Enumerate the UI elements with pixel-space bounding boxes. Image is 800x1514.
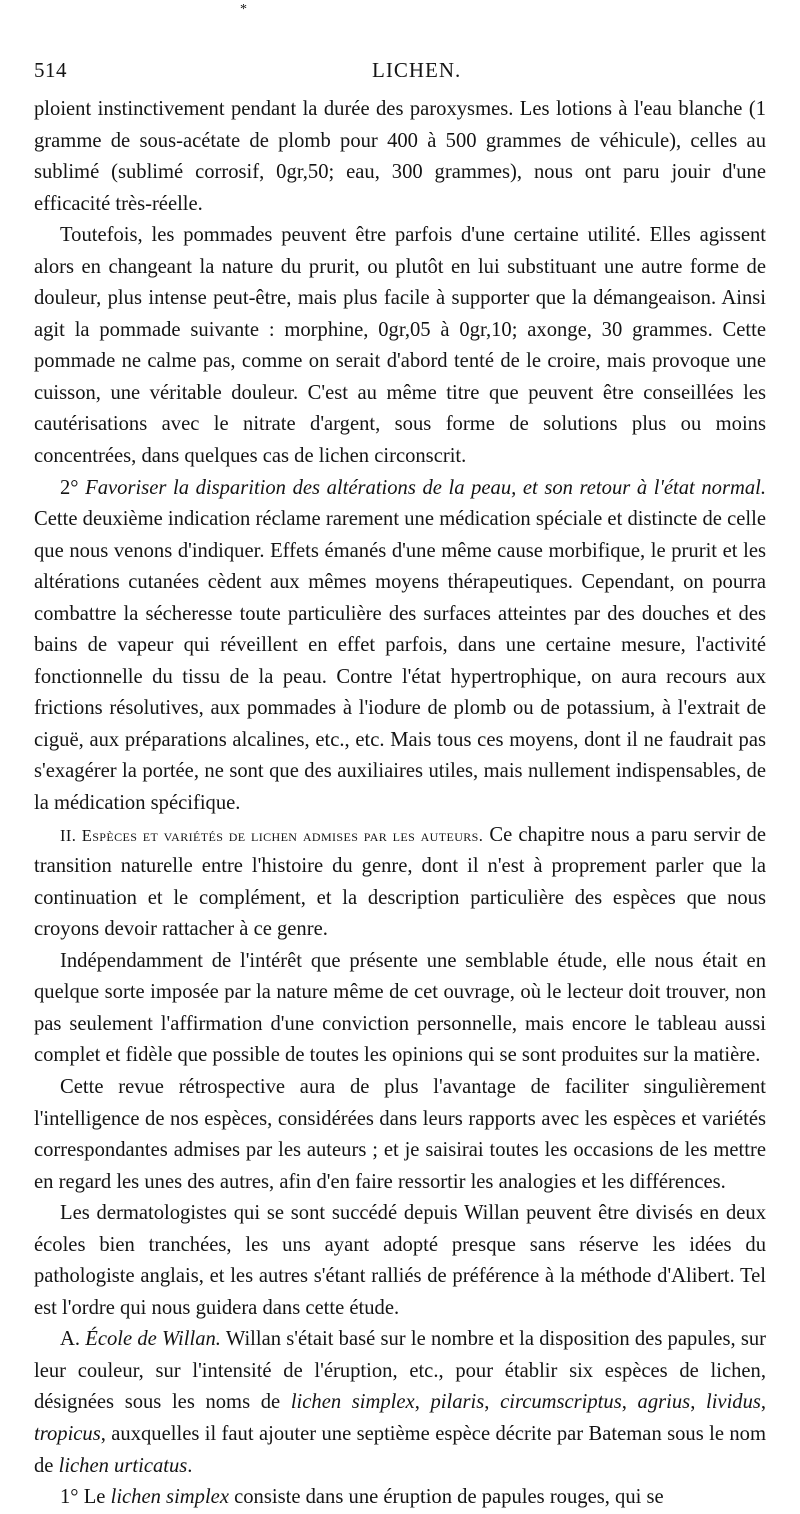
paragraph-8: A. École de Willan. Willan s'était basé sur le nombre et la disposition des papules, sur leur couleur, sur l'intensité de l'éruption, etc., pour établir six espèces de lichen, désignées sous les noms de lichen simplex, pilaris, circumscriptus, agrius, lividus, tropicus, auxquelles il faut ajouter une septième espèce décrite par Bateman sous le nom de lichen urticatus. bbox=[34, 1328, 767, 1477]
body-text bbox=[34, 94, 766, 1514]
paragraph-8-text-3: . bbox=[187, 1454, 193, 1477]
page-number: 514 bbox=[34, 58, 67, 82]
paragraph-4 bbox=[34, 820, 766, 946]
paragraph-9 bbox=[34, 1482, 766, 1514]
paragraph-3-body: Cette deuxième indication réclame rarement une médication spéciale et distincte de celle que nous venons d'indiquer. Effets émanés d'une même cause morbifique, le prurit et les altérations cutanées cèdent aux mêmes moyens thérapeutiques. Cependant, on pourra combattre la sécheresse toute particulière des surfaces atteintes par des douches et des bains de vapeur qui réveillent en effet parfois, dans une certaine mesure, l'activité fonctionnelle du tissu de la peau. Contre l'état hypertrophique, on aura recours aux frictions résolutives, aux pommades à l'iodure de plomb ou de potassium, à l'extrait de ciguë, aux préparations alcalines, etc., etc. Mais tous ces moyens, dont il ne faudrait pas s'exagérer la portée, ne sont que des auxiliaires utiles, mais nullement indispensables, de la médication spécifique. bbox=[34, 508, 766, 815]
item-number: 1° bbox=[60, 1486, 79, 1509]
page-header bbox=[34, 58, 766, 88]
subsection-label: A. bbox=[60, 1328, 81, 1351]
species-name: lichen simplex bbox=[110, 1486, 229, 1509]
paragraph-4-body: Ce chapitre nous a paru servir de transition naturelle entre l'histoire du genre, dont il n'est à proprement parler que la continuation et le complément, et la description particulière des espèces que nous croyons devoir rattacher à ce genre. bbox=[34, 823, 766, 941]
species-name: pilaris bbox=[430, 1391, 485, 1414]
paragraph-9-text-2: consiste dans une éruption de papules rouges, qui se bbox=[234, 1486, 664, 1509]
paragraph-7: Les dermatologistes qui se sont succédé depuis Willan peuvent être divisés en deux écoles bien tranchées, les uns ayant adopté presque sans réserve les idées du pathologiste anglais, et les autres s'étant ralliés de préférence à la méthode d'Alibert. Tel est l'ordre qui nous guidera dans cette étude. bbox=[34, 1202, 766, 1319]
item-title: Favoriser la disparition des altérations de la peau, et son retour à l'état normal. bbox=[85, 476, 766, 499]
species-name: lichen simplex bbox=[290, 1391, 415, 1414]
paragraph-5: Indépendamment de l'intérêt que présente une semblable étude, elle nous était en quelque sorte imposée par la nature même de cet ouvrage, où le lecteur doit trouver, non pas seulement l'affirmation d'une conviction personnelle, mais encore le tableau aussi complet et fidèle que possible de toutes les opinions qui se sont produites sur la matière. bbox=[34, 949, 766, 1067]
species-name: lichen urticatus bbox=[58, 1454, 188, 1477]
paragraph-9-text-1: Le bbox=[83, 1486, 106, 1509]
paragraph-2: Toutefois, les pommades peuvent être parfois d'une certaine utilité. Elles agissent alors en changeant la nature du prurit, ou plutôt en lui substituant une autre forme de douleur, plus intense peut-être, mais plus facile à supporter que la démangeaison. Ainsi agit la pommade suivante : morphine, 0gr,05 à 0gr,10; axonge, 30 grammes. Cette pommade ne calme pas, comme on serait d'abord tenté de le croire, mais provoque une cuisson, une véritable douleur. C'est au même titre que peuvent être conseillées les cautérisations avec le nitrate d'argent, sous forme de solutions plus ou moins concentrées, dans quelques cas de lichen circonscrit. bbox=[34, 224, 766, 468]
print-mark: * bbox=[240, 2, 247, 17]
item-number: 2° bbox=[60, 476, 79, 499]
section-heading: II. Espèces et variétés de lichen admises par les auteurs. bbox=[60, 825, 484, 845]
paragraph-3 bbox=[34, 473, 766, 820]
paragraph-1: ploient instinctivement pendant la durée des paroxysmes. Les lotions à l'eau blanche (1 gramme de sous-acétate de plomb pour 400 à 500 grammes de véhicule), celles au sublimé (sublimé corrosif, 0gr,50; eau, 300 grammes), nous ont paru jouir d'une efficacité très-réelle. bbox=[34, 98, 766, 215]
paragraph-6: Cette revue rétrospective aura de plus l'avantage de faciliter singulièrement l'intelligence de nos espèces, considérées dans leurs rapports avec les espèces et variétés correspondantes admises par les auteurs ; et je saisirai toutes les occasions de les mettre en regard les unes des autres, afin d'en faire ressortir les analogies et les différences. bbox=[34, 1075, 766, 1193]
species-name: agrius bbox=[637, 1391, 691, 1414]
paragraph-8-text-2: , auxquelles il faut ajouter une septième espèce décrite par Bateman sous le nom de bbox=[34, 1422, 766, 1477]
paragraph-8-text-1: Willan s'était basé sur le nombre et la disposition des papules, sur leur couleur, sur l'intensité de l'éruption, etc., pour établir six espèces de lichen, désignées sous les noms de bbox=[34, 1328, 767, 1414]
species-name: circumscriptus bbox=[500, 1391, 622, 1414]
subsection-title: École de Willan. bbox=[85, 1328, 221, 1351]
species-name: tropicus bbox=[34, 1422, 101, 1445]
running-title: LICHEN. bbox=[372, 58, 462, 82]
species-name: lividus bbox=[705, 1391, 761, 1414]
